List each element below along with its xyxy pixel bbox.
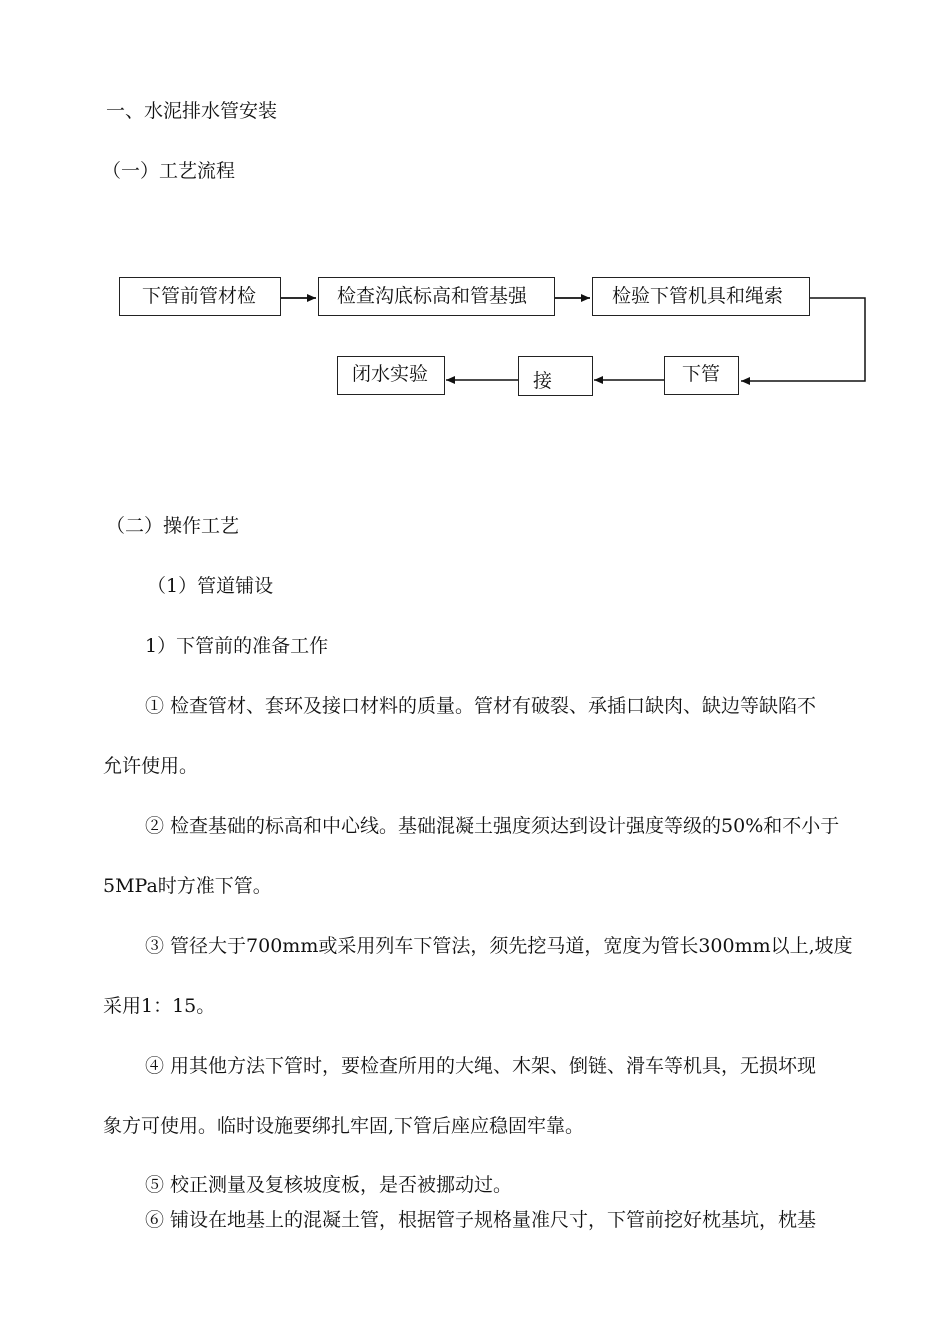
paragraph-3-line-2: 采用1：15。 [103,995,216,1017]
section-heading-operation: （二）操作工艺 [106,515,240,537]
flow-step-1: 下管前管材检 [119,277,281,316]
paragraph-1-line-2: 允许使用。 [103,755,199,777]
paragraph-2-line-2: 5MPa时方准下管。 [103,875,272,897]
flow-step-3: 检验下管机具和绳索 [592,277,810,316]
flow-step-4: 下管 [664,356,739,395]
paragraph-4-line-1: ④ 用其他方法下管时，要检查所用的大绳、木架、倒链、滑车等机具，无损坏现 [145,1055,817,1077]
subheading-pipe-laying: （1）管道铺设 [147,575,274,597]
flow-arrows [0,0,950,420]
paragraph-2-line-1: ② 检查基础的标高和中心线。基础混凝土强度须达到设计强度等级的50%和不小于 [145,815,840,837]
flow-step-2: 检查沟底标高和管基强 [318,277,555,316]
paragraph-4-line-2: 象方可使用。临时设施要绑扎牢固,下管后座应稳固牢靠。 [103,1115,585,1137]
flow-step-6: 闭水实验 [337,356,445,395]
paragraph-3-line-1: ③ 管径大于700mm或采用列车下管法，须先挖马道，宽度为管长300mm以上,坡度 [145,935,853,957]
flow-step-5: 接 [518,356,593,396]
paragraph-1-line-1: ① 检查管材、套环及接口材料的质量。管材有破裂、承插口缺肉、缺边等缺陷不 [145,695,817,717]
subheading-preparation: 1）下管前的准备工作 [145,635,329,657]
section-heading-1: 一、水泥排水管安装 [106,100,278,122]
paragraph-5-line-1: ⑤ 校正测量及复核坡度板，是否被挪动过。 [145,1174,513,1196]
paragraph-6-line-1: ⑥ 铺设在地基上的混凝土管，根据管子规格量准尺寸，下管前挖好枕基坑，枕基 [145,1209,817,1231]
section-heading-process-flow: （一）工艺流程 [102,160,236,182]
